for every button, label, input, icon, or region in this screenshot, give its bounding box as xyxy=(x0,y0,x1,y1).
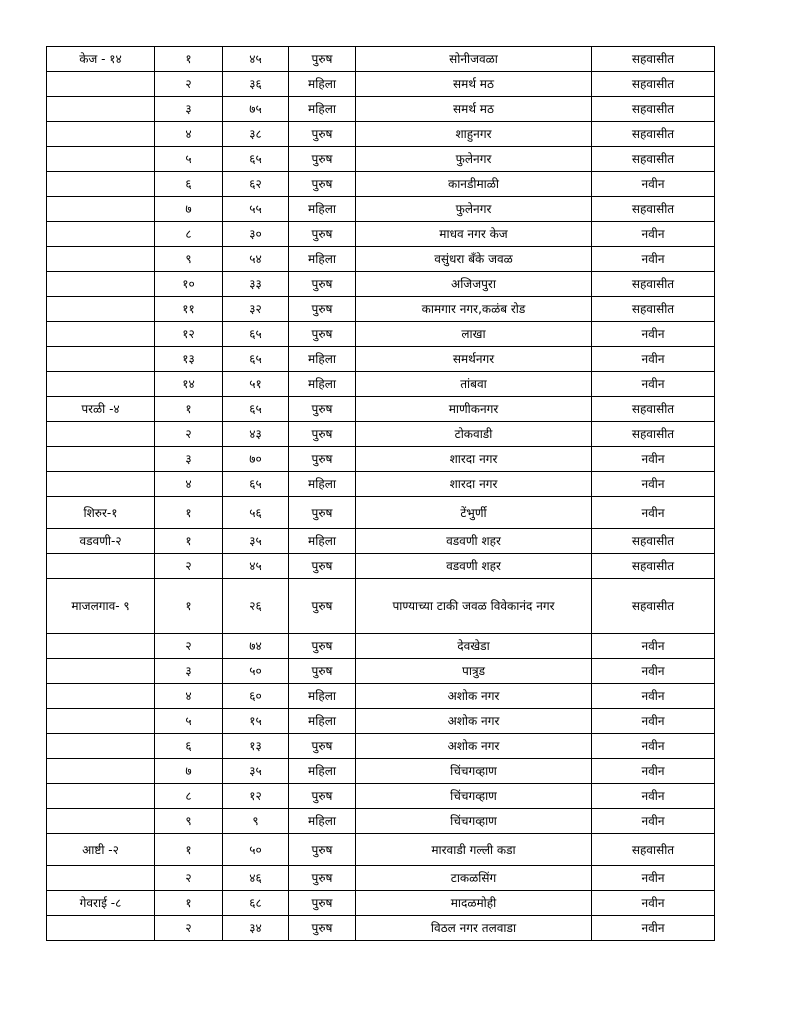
area-cell xyxy=(47,784,155,809)
place-cell: पात्रुड xyxy=(356,659,592,684)
age-cell: ६८ xyxy=(223,891,289,916)
status-cell: नवीन xyxy=(592,659,715,684)
gender-cell: पुरुष xyxy=(289,272,356,297)
table-row xyxy=(47,422,715,447)
gender-cell: पुरुष xyxy=(289,422,356,447)
age-cell: २६ xyxy=(223,579,289,634)
area-cell xyxy=(47,347,155,372)
table-row xyxy=(47,554,715,579)
gender-cell: पुरुष xyxy=(289,866,356,891)
age-cell: ३३ xyxy=(223,272,289,297)
place-cell: चिंचगव्हाण xyxy=(356,784,592,809)
status-cell: सहवासीत xyxy=(592,72,715,97)
gender-cell: पुरुष xyxy=(289,891,356,916)
status-cell: सहवासीत xyxy=(592,47,715,72)
place-cell: सोनीजवळा xyxy=(356,47,592,72)
gender-cell: महिला xyxy=(289,347,356,372)
gender-cell: महिला xyxy=(289,72,356,97)
place-cell: वसुंधरा बँके जवळ xyxy=(356,247,592,272)
status-cell: सहवासीत xyxy=(592,834,715,866)
age-cell: ५६ xyxy=(223,497,289,529)
table-row xyxy=(47,322,715,347)
table-row xyxy=(47,891,715,916)
status-cell: नवीन xyxy=(592,372,715,397)
table-row xyxy=(47,659,715,684)
status-cell: सहवासीत xyxy=(592,147,715,172)
age-cell: ७४ xyxy=(223,634,289,659)
serial-cell: २ xyxy=(155,422,223,447)
place-cell: वडवणी शहर xyxy=(356,529,592,554)
table-body xyxy=(47,47,715,941)
gender-cell: पुरुष xyxy=(289,397,356,422)
place-cell: कामगार नगर,कळंब रोड xyxy=(356,297,592,322)
area-cell xyxy=(47,247,155,272)
place-cell: विठल नगर तलवाडा xyxy=(356,916,592,941)
gender-cell: पुरुष xyxy=(289,447,356,472)
place-cell: टाकळसिंग xyxy=(356,866,592,891)
gender-cell: महिला xyxy=(289,809,356,834)
status-cell: नवीन xyxy=(592,684,715,709)
gender-cell: पुरुष xyxy=(289,297,356,322)
serial-cell: २ xyxy=(155,634,223,659)
place-cell: समर्थनगर xyxy=(356,347,592,372)
serial-cell: ३ xyxy=(155,447,223,472)
status-cell: सहवासीत xyxy=(592,122,715,147)
gender-cell: पुरुष xyxy=(289,497,356,529)
table-row xyxy=(47,809,715,834)
status-cell: सहवासीत xyxy=(592,422,715,447)
area-cell xyxy=(47,297,155,322)
gender-cell: पुरुष xyxy=(289,659,356,684)
place-cell: अशोक नगर xyxy=(356,709,592,734)
area-cell: वडवणी-२ xyxy=(47,529,155,554)
age-cell: ३४ xyxy=(223,916,289,941)
serial-cell: ३ xyxy=(155,659,223,684)
area-cell xyxy=(47,72,155,97)
place-cell: शारदा नगर xyxy=(356,472,592,497)
table-row xyxy=(47,397,715,422)
gender-cell: पुरुष xyxy=(289,322,356,347)
gender-cell: पुरुष xyxy=(289,222,356,247)
serial-cell: २ xyxy=(155,866,223,891)
place-cell: पाण्याच्या टाकी जवळ विवेकानंद नगर xyxy=(356,579,592,634)
status-cell: नवीन xyxy=(592,759,715,784)
age-cell: १३ xyxy=(223,734,289,759)
age-cell: ३५ xyxy=(223,759,289,784)
serial-cell: ८ xyxy=(155,222,223,247)
gender-cell: महिला xyxy=(289,197,356,222)
place-cell: मादळमोही xyxy=(356,891,592,916)
status-cell: सहवासीत xyxy=(592,297,715,322)
age-cell: ३६ xyxy=(223,72,289,97)
gender-cell: पुरुष xyxy=(289,784,356,809)
table-row xyxy=(47,122,715,147)
serial-cell: १३ xyxy=(155,347,223,372)
status-cell: नवीन xyxy=(592,497,715,529)
gender-cell: पुरुष xyxy=(289,834,356,866)
area-cell xyxy=(47,472,155,497)
age-cell: १५ xyxy=(223,709,289,734)
status-cell: नवीन xyxy=(592,472,715,497)
age-cell: ५४ xyxy=(223,247,289,272)
gender-cell: पुरुष xyxy=(289,916,356,941)
table-row xyxy=(47,297,715,322)
age-cell: ६५ xyxy=(223,397,289,422)
serial-cell: १ xyxy=(155,47,223,72)
age-cell: ६२ xyxy=(223,172,289,197)
gender-cell: महिला xyxy=(289,472,356,497)
serial-cell: ७ xyxy=(155,759,223,784)
status-cell: नवीन xyxy=(592,784,715,809)
area-cell: माजलगाव- ९ xyxy=(47,579,155,634)
age-cell: १२ xyxy=(223,784,289,809)
area-cell xyxy=(47,97,155,122)
area-cell xyxy=(47,372,155,397)
serial-cell: ४ xyxy=(155,684,223,709)
table-row xyxy=(47,784,715,809)
place-cell: अशोक नगर xyxy=(356,684,592,709)
area-cell xyxy=(47,122,155,147)
status-cell: सहवासीत xyxy=(592,97,715,122)
area-cell xyxy=(47,734,155,759)
age-cell: ५१ xyxy=(223,372,289,397)
area-cell: शिरुर-१ xyxy=(47,497,155,529)
area-cell xyxy=(47,916,155,941)
serial-cell: ७ xyxy=(155,197,223,222)
table-row xyxy=(47,916,715,941)
area-cell: गेवराई -८ xyxy=(47,891,155,916)
gender-cell: पुरुष xyxy=(289,634,356,659)
place-cell: फुलेनगर xyxy=(356,197,592,222)
age-cell: ५५ xyxy=(223,197,289,222)
place-cell: माणीकनगर xyxy=(356,397,592,422)
area-cell xyxy=(47,422,155,447)
place-cell: कानडीमाळी xyxy=(356,172,592,197)
age-cell: ४६ xyxy=(223,866,289,891)
age-cell: ५० xyxy=(223,834,289,866)
serial-cell: १२ xyxy=(155,322,223,347)
serial-cell: २ xyxy=(155,916,223,941)
age-cell: ७५ xyxy=(223,97,289,122)
gender-cell: पुरुष xyxy=(289,734,356,759)
area-cell xyxy=(47,866,155,891)
serial-cell: २ xyxy=(155,72,223,97)
table-row xyxy=(47,734,715,759)
table-row xyxy=(47,634,715,659)
age-cell: ६५ xyxy=(223,147,289,172)
table-row xyxy=(47,272,715,297)
table-row xyxy=(47,247,715,272)
age-cell: ४५ xyxy=(223,47,289,72)
table-row xyxy=(47,347,715,372)
place-cell: टेंभुर्णी xyxy=(356,497,592,529)
place-cell: समर्थ मठ xyxy=(356,72,592,97)
place-cell: फुलेनगर xyxy=(356,147,592,172)
age-cell: ४५ xyxy=(223,554,289,579)
table-row xyxy=(47,72,715,97)
area-cell xyxy=(47,554,155,579)
age-cell: ३० xyxy=(223,222,289,247)
age-cell: ६५ xyxy=(223,322,289,347)
age-cell: ७० xyxy=(223,447,289,472)
area-cell xyxy=(47,147,155,172)
status-cell: नवीन xyxy=(592,222,715,247)
table-row xyxy=(47,684,715,709)
serial-cell: ११ xyxy=(155,297,223,322)
table-row xyxy=(47,834,715,866)
status-cell: सहवासीत xyxy=(592,554,715,579)
serial-cell: ८ xyxy=(155,784,223,809)
area-cell xyxy=(47,684,155,709)
serial-cell: ५ xyxy=(155,147,223,172)
age-cell: ५० xyxy=(223,659,289,684)
table-row xyxy=(47,709,715,734)
table-row xyxy=(47,497,715,529)
serial-cell: १४ xyxy=(155,372,223,397)
place-cell: लाखा xyxy=(356,322,592,347)
table-row xyxy=(47,447,715,472)
table-row xyxy=(47,372,715,397)
area-cell xyxy=(47,222,155,247)
status-cell: नवीन xyxy=(592,866,715,891)
status-cell: सहवासीत xyxy=(592,579,715,634)
area-cell: केज - १४ xyxy=(47,47,155,72)
gender-cell: महिला xyxy=(289,759,356,784)
gender-cell: महिला xyxy=(289,372,356,397)
status-cell: नवीन xyxy=(592,172,715,197)
table-row xyxy=(47,529,715,554)
table-row xyxy=(47,147,715,172)
area-cell xyxy=(47,709,155,734)
serial-cell: ९ xyxy=(155,247,223,272)
table-row xyxy=(47,472,715,497)
table-row xyxy=(47,222,715,247)
gender-cell: महिला xyxy=(289,97,356,122)
status-cell: नवीन xyxy=(592,809,715,834)
gender-cell: पुरुष xyxy=(289,47,356,72)
gender-cell: महिला xyxy=(289,247,356,272)
place-cell: देवखेडा xyxy=(356,634,592,659)
gender-cell: महिला xyxy=(289,684,356,709)
status-cell: सहवासीत xyxy=(592,272,715,297)
place-cell: अशोक नगर xyxy=(356,734,592,759)
age-cell: ९ xyxy=(223,809,289,834)
area-cell xyxy=(47,172,155,197)
serial-cell: १ xyxy=(155,497,223,529)
status-cell: नवीन xyxy=(592,322,715,347)
status-cell: नवीन xyxy=(592,247,715,272)
area-cell xyxy=(47,197,155,222)
place-cell: अजिजपुरा xyxy=(356,272,592,297)
place-cell: मारवाडी गल्ली कडा xyxy=(356,834,592,866)
age-cell: ३२ xyxy=(223,297,289,322)
serial-cell: १ xyxy=(155,891,223,916)
serial-cell: ६ xyxy=(155,172,223,197)
table-row xyxy=(47,197,715,222)
table-row xyxy=(47,579,715,634)
place-cell: शाहुनगर xyxy=(356,122,592,147)
gender-cell: पुरुष xyxy=(289,122,356,147)
table-row xyxy=(47,172,715,197)
serial-cell: १० xyxy=(155,272,223,297)
age-cell: ६० xyxy=(223,684,289,709)
area-cell xyxy=(47,759,155,784)
gender-cell: पुरुष xyxy=(289,579,356,634)
gender-cell: महिला xyxy=(289,709,356,734)
table-row xyxy=(47,97,715,122)
status-cell: नवीन xyxy=(592,709,715,734)
serial-cell: ३ xyxy=(155,97,223,122)
serial-cell: १ xyxy=(155,834,223,866)
gender-cell: पुरुष xyxy=(289,147,356,172)
table-row xyxy=(47,866,715,891)
place-cell: शारदा नगर xyxy=(356,447,592,472)
gender-cell: महिला xyxy=(289,529,356,554)
table-row xyxy=(47,47,715,72)
place-cell: चिंचगव्हाण xyxy=(356,809,592,834)
status-cell: सहवासीत xyxy=(592,529,715,554)
status-cell: सहवासीत xyxy=(592,397,715,422)
serial-cell: ६ xyxy=(155,734,223,759)
serial-cell: १ xyxy=(155,397,223,422)
area-cell xyxy=(47,659,155,684)
area-cell: आष्टी -२ xyxy=(47,834,155,866)
status-cell: नवीन xyxy=(592,634,715,659)
area-cell xyxy=(47,447,155,472)
age-cell: ३५ xyxy=(223,529,289,554)
gender-cell: पुरुष xyxy=(289,554,356,579)
place-cell: माधव नगर केज xyxy=(356,222,592,247)
table-row xyxy=(47,759,715,784)
gender-cell: पुरुष xyxy=(289,172,356,197)
age-cell: ६५ xyxy=(223,347,289,372)
area-cell xyxy=(47,809,155,834)
area-cell xyxy=(47,322,155,347)
place-cell: चिंचगव्हाण xyxy=(356,759,592,784)
age-cell: ६५ xyxy=(223,472,289,497)
place-cell: टोकवाडी xyxy=(356,422,592,447)
place-cell: समर्थ मठ xyxy=(356,97,592,122)
serial-cell: ५ xyxy=(155,709,223,734)
patients-table xyxy=(46,46,715,941)
area-cell xyxy=(47,634,155,659)
serial-cell: ९ xyxy=(155,809,223,834)
age-cell: ४३ xyxy=(223,422,289,447)
serial-cell: ४ xyxy=(155,472,223,497)
status-cell: सहवासीत xyxy=(592,197,715,222)
status-cell: नवीन xyxy=(592,891,715,916)
area-cell xyxy=(47,272,155,297)
status-cell: नवीन xyxy=(592,447,715,472)
serial-cell: २ xyxy=(155,554,223,579)
serial-cell: ४ xyxy=(155,122,223,147)
status-cell: नवीन xyxy=(592,347,715,372)
status-cell: नवीन xyxy=(592,916,715,941)
status-cell: नवीन xyxy=(592,734,715,759)
serial-cell: १ xyxy=(155,529,223,554)
serial-cell: १ xyxy=(155,579,223,634)
place-cell: वडवणी शहर xyxy=(356,554,592,579)
place-cell: तांबवा xyxy=(356,372,592,397)
age-cell: ३८ xyxy=(223,122,289,147)
area-cell: परळी -४ xyxy=(47,397,155,422)
